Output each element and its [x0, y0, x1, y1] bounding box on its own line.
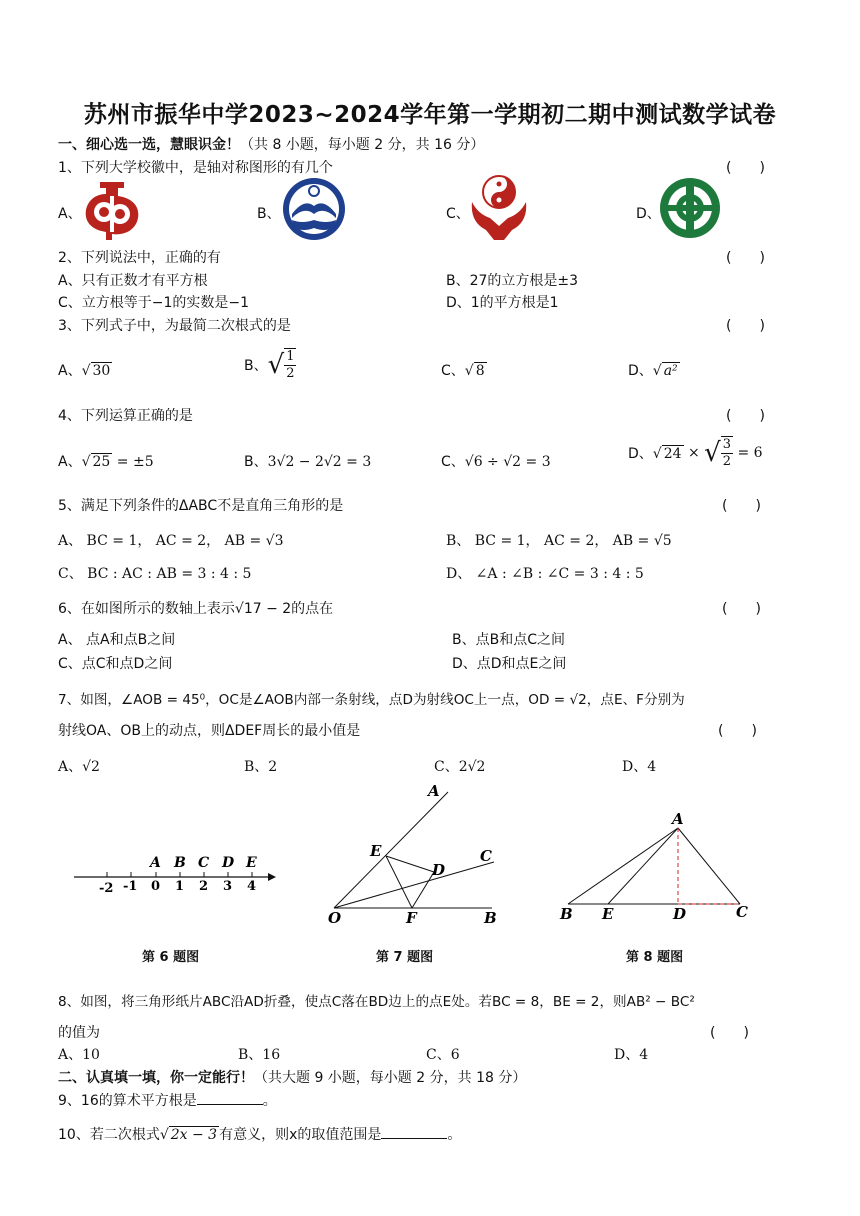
tick-label: -1	[123, 879, 138, 894]
figure-6-caption: 第 6 题图	[142, 950, 200, 965]
q2-option-d: D、1的平方根是1	[446, 295, 559, 311]
page-title: 苏州市振华中学2023~2024学年第一学期初二期中测试数学试卷	[83, 102, 777, 128]
figure-7-angle-diagram	[322, 780, 507, 930]
q8-option-d: D、4	[614, 1047, 649, 1063]
q3-option-a	[58, 360, 112, 380]
q3-option-c-radicand: 8	[475, 363, 485, 379]
point-label: D	[432, 861, 446, 879]
point-label: D	[222, 855, 235, 871]
q4-option-a-rest: = ±5	[112, 454, 154, 470]
point-label: D	[673, 905, 687, 923]
q2-answer-paren: ( )	[726, 250, 765, 266]
section1-heading-text: 一、细心选一选，慧眼识金！	[58, 137, 240, 153]
point-label: A	[150, 855, 161, 871]
q4-option-d	[628, 436, 763, 470]
q4-answer-paren: ( )	[726, 408, 765, 424]
q4-option-d-denominator: 2	[722, 454, 732, 469]
q10	[58, 1124, 461, 1144]
q8-line2: 的值为	[58, 1025, 100, 1041]
q1-option-d-label: D、	[636, 206, 661, 222]
figure-7-caption: 第 7 题图	[376, 950, 434, 965]
q1-option-c-label: C、	[446, 206, 470, 222]
q4-option-c	[441, 451, 551, 471]
q7-line2: 射线OA、OB上的动点，则ΔDEF周长的最小值是	[58, 723, 361, 739]
q3-option-c	[441, 360, 487, 380]
q3-option-d-sqrt: √ a²	[652, 363, 678, 379]
figure-6-number-line	[70, 850, 285, 900]
point-label: E	[602, 905, 614, 923]
q10-answer-blank[interactable]	[381, 1124, 447, 1139]
q3-option-a-label: A、	[58, 363, 82, 379]
emblem-a-icon	[80, 176, 144, 240]
point-label: A	[428, 782, 440, 800]
q4-option-a-radicand: 25	[92, 454, 111, 470]
q3-option-c-sqrt: √ 8	[464, 363, 485, 379]
q5-option-a: A、 BC = 1， AC = 2， AB = √3	[58, 533, 284, 549]
tick-label: 0	[151, 879, 161, 894]
figure-8-caption: 第 8 题图	[626, 950, 684, 965]
q10-stem-pre: 10、若二次根式	[58, 1127, 160, 1143]
point-label: E	[370, 842, 382, 860]
point-label: B	[174, 855, 186, 871]
emblem-c-icon	[468, 172, 530, 242]
q4-option-d-label: D、	[628, 446, 653, 462]
number-line-ticks	[107, 872, 252, 877]
q6-option-b: B、点B和点C之间	[452, 632, 565, 648]
q2-stem: 2、下列说法中，正确的有	[58, 250, 221, 266]
q3-option-d	[628, 360, 680, 380]
tick-label: -2	[99, 881, 114, 896]
q5-answer-paren: ( )	[722, 498, 761, 514]
q3-option-b-sqrt-sign: √	[267, 350, 285, 380]
q4-option-a	[58, 451, 154, 471]
q3-option-a-radicand: 30	[92, 363, 111, 379]
figure-8-triangle-diagram	[556, 808, 756, 926]
q8-option-b: B、16	[238, 1047, 281, 1063]
q8-option-a: A、10	[58, 1047, 100, 1063]
tick-label: 2	[199, 879, 209, 894]
q9	[58, 1090, 277, 1110]
q3-option-b-fraction	[284, 348, 296, 382]
q4-option-d-fraction	[721, 436, 733, 470]
q1-stem: 1、下列大学校徽中，是轴对称图形的有几个	[58, 160, 333, 176]
q3-option-b-numerator: 1	[286, 349, 295, 364]
q5-option-d: D、 ∠A : ∠B : ∠C = 3 : 4 : 5	[446, 566, 644, 582]
point-label: B	[560, 905, 573, 923]
section2-heading-text: 二、认真填一填，你一定能行！	[58, 1070, 254, 1086]
point-label: C	[480, 847, 492, 865]
tick-label: 3	[223, 879, 233, 894]
point-label: C	[736, 903, 748, 921]
q6-option-c: C、点C和点D之间	[58, 656, 173, 672]
q2-option-b: B、27的立方根是±3	[446, 273, 579, 289]
point-label: E	[246, 855, 257, 871]
q4-option-d-sqrt: √ 24	[652, 445, 682, 462]
q2-option-c: C、立方根等于−1的实数是−1	[58, 295, 250, 311]
q3-stem: 3、下列式子中，为最简二次根式的是	[58, 318, 291, 334]
q4-option-d-rest: = 6	[733, 445, 763, 461]
q4-option-b-expr: 3√2 − 2√2 = 3	[267, 454, 372, 470]
q5-option-b: B、 BC = 1， AC = 2， AB = √5	[446, 533, 672, 549]
q8-line1: 8、如图，将三角形纸片ABC沿AD折叠，使点C落在BD边上的点E处。若BC = 8，BE = 2，则AB² − BC²	[58, 994, 695, 1010]
point-label: C	[198, 855, 210, 871]
q5-stem: 5、满足下列条件的ΔABC不是直角三角形的是	[58, 498, 344, 514]
q4-option-d-sqrt-sign: √	[704, 438, 721, 468]
q9-end: 。	[262, 1093, 277, 1109]
q7-line1: 7、如图，∠AOB = 45⁰，OC是∠AOB内部一条射线，点D为射线OC上一点，OD = √2，点E、F分别为	[58, 692, 685, 708]
q7-option-a: A、√2	[58, 759, 100, 775]
section2-note: （共大题 9 小题，每小题 2 分，共 18 分）	[254, 1070, 527, 1086]
q10-sqrt: √ 2x − 3	[159, 1127, 218, 1143]
q7-option-c: C、2√2	[434, 759, 486, 775]
q8-answer-paren: ( )	[710, 1025, 749, 1041]
q4-option-d-radicand: 24	[663, 445, 682, 462]
q3-option-b-label: B、	[244, 358, 268, 374]
q3-option-a-sqrt: √ 30	[81, 363, 111, 379]
q4-option-d-times: ×	[683, 445, 705, 461]
q8-option-c: C、6	[426, 1047, 460, 1063]
q3-answer-paren: ( )	[726, 318, 765, 334]
q6-option-a: A、 点A和点B之间	[58, 632, 176, 648]
q3-option-b-denominator: 2	[286, 366, 295, 381]
q1-option-a-label: A、	[58, 206, 82, 222]
section1-heading	[58, 134, 484, 154]
point-label: B	[484, 909, 497, 927]
q10-end: 。	[447, 1127, 462, 1143]
tick-label: 1	[175, 879, 185, 894]
q3-option-d-label: D、	[628, 363, 653, 379]
q6-answer-paren: ( )	[722, 601, 761, 617]
q3-option-c-label: C、	[441, 363, 465, 379]
q1-option-b-label: B、	[257, 206, 281, 222]
q7-answer-paren: ( )	[718, 723, 757, 739]
q4-option-c-label: C、	[441, 454, 465, 470]
q4-option-a-label: A、	[58, 454, 82, 470]
q3-option-d-radicand: a²	[663, 363, 678, 379]
q7-option-d: D、4	[622, 759, 657, 775]
q9-stem: 9、16的算术平方根是	[58, 1093, 197, 1109]
section1-note: （共 8 小题，每小题 2 分，共 16 分）	[240, 137, 485, 153]
q2-option-a: A、只有正数才有平方根	[58, 273, 208, 289]
q4-stem: 4、下列运算正确的是	[58, 408, 193, 424]
q4-option-c-expr: √6 ÷ √2 = 3	[464, 454, 551, 470]
emblem-b-icon	[280, 176, 348, 242]
q4-option-b	[244, 451, 371, 471]
q6-stem: 6、在如图所示的数轴上表示√17 − 2的点在	[58, 601, 334, 617]
q4-option-a-sqrt: √ 25	[81, 454, 111, 470]
q4-option-b-label: B、	[244, 454, 268, 470]
q10-radicand: 2x − 3	[170, 1127, 218, 1143]
point-label: A	[672, 810, 684, 828]
tick-label: 4	[247, 879, 257, 894]
q10-stem-mid: 有意义，则x的取值范围是	[219, 1127, 382, 1143]
q7-option-b: B、2	[244, 759, 278, 775]
q4-option-d-numerator: 3	[722, 437, 732, 452]
q9-answer-blank[interactable]	[197, 1090, 263, 1105]
point-label: O	[328, 909, 342, 927]
emblem-d-icon	[658, 176, 722, 240]
q3-option-b	[244, 348, 296, 382]
q6-option-d: D、点D和点E之间	[452, 656, 567, 672]
q1-answer-paren: ( )	[726, 160, 765, 176]
section2-heading	[58, 1067, 526, 1087]
point-label: F	[406, 909, 417, 927]
q5-option-c: C、 BC : AC : AB = 3 : 4 : 5	[58, 566, 252, 582]
